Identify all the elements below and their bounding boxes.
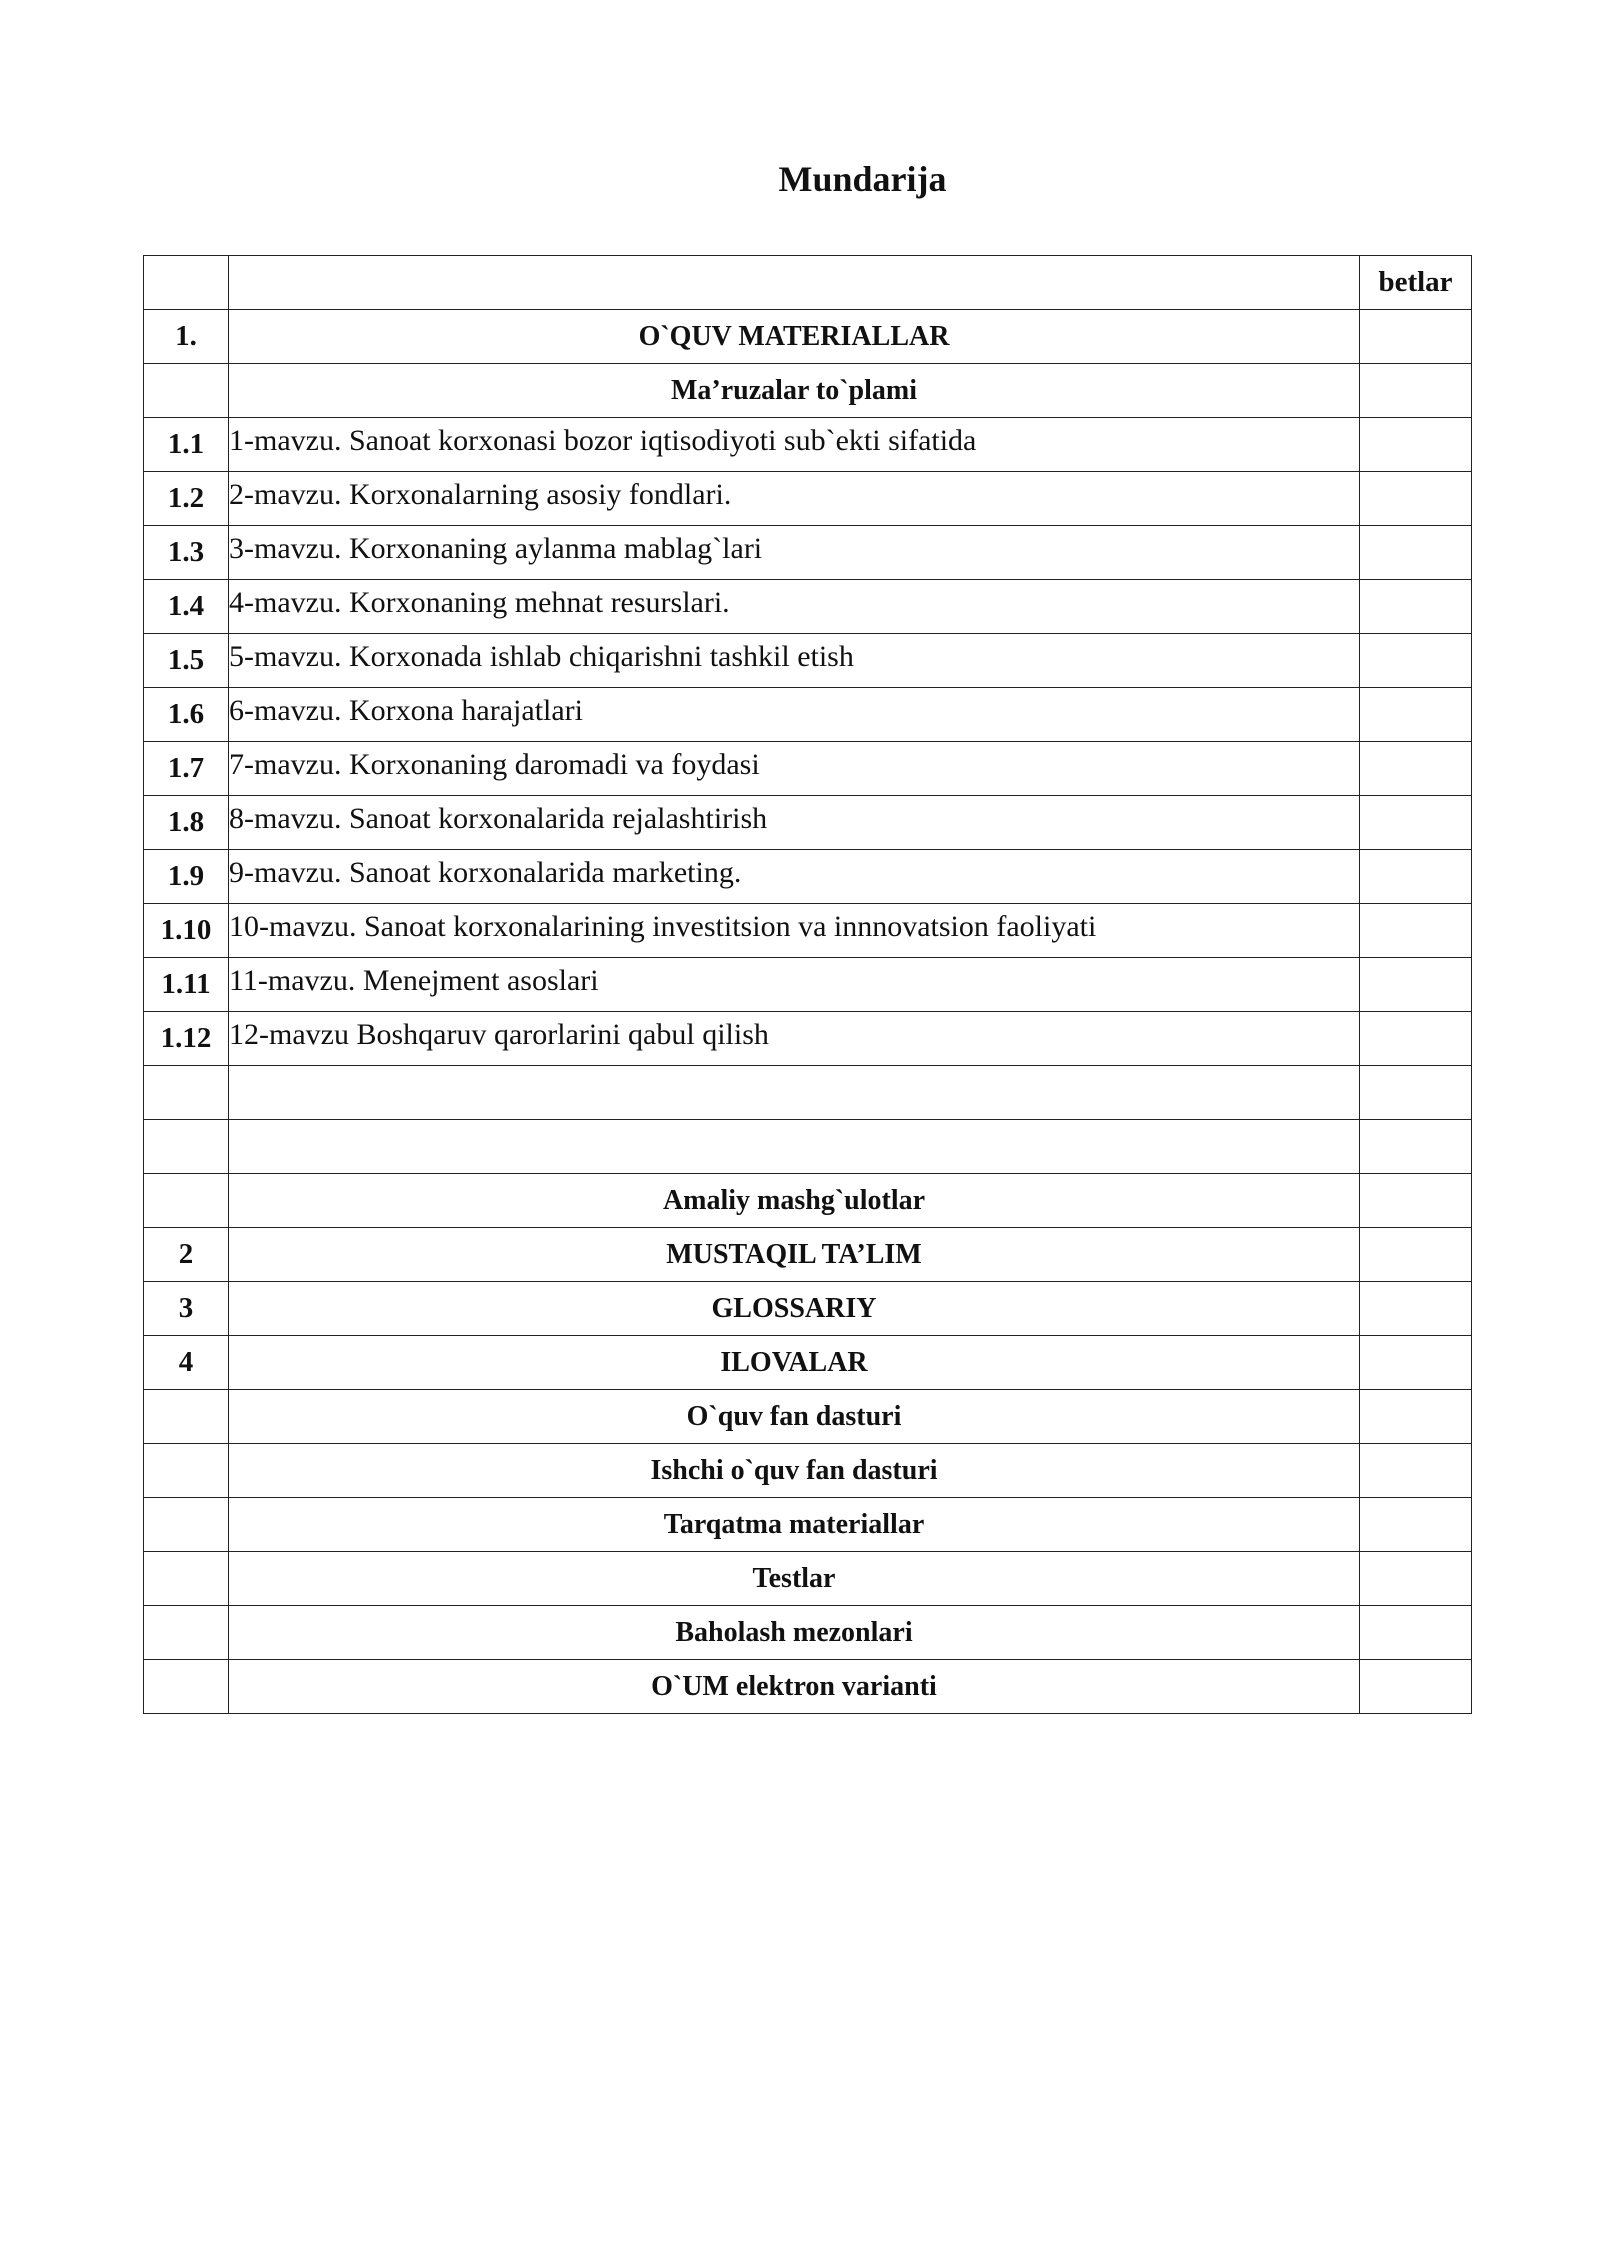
table-row bbox=[144, 850, 1472, 904]
table-row bbox=[144, 742, 1472, 796]
page-number-cell bbox=[1360, 1174, 1472, 1228]
table-row bbox=[144, 796, 1472, 850]
page-number-cell bbox=[1360, 418, 1472, 472]
table-row bbox=[144, 688, 1472, 742]
page-number-cell bbox=[1360, 1012, 1472, 1066]
row-number: 1.2 bbox=[144, 472, 229, 526]
page-number-cell bbox=[1360, 1606, 1472, 1660]
row-number bbox=[144, 1390, 229, 1444]
section-heading: O`QUV MATERIALLAR bbox=[229, 310, 1360, 364]
page-number-cell bbox=[1360, 1498, 1472, 1552]
table-row bbox=[144, 526, 1472, 580]
table-row bbox=[144, 1066, 1472, 1120]
topic-title: 6-mavzu. Korxona harajatlari bbox=[229, 688, 1360, 742]
row-number bbox=[144, 1120, 229, 1174]
row-number: 1.10 bbox=[144, 904, 229, 958]
topic-title: 1-mavzu. Sanoat korxonasi bozor iqtisodiyoti sub`ekti sifatida bbox=[229, 418, 1360, 472]
table-row bbox=[144, 1228, 1472, 1282]
section-heading: Testlar bbox=[229, 1552, 1360, 1606]
table-header-row bbox=[144, 256, 1472, 310]
section-heading: Ma’ruzalar to`plami bbox=[229, 364, 1360, 418]
row-number bbox=[144, 1552, 229, 1606]
table-row bbox=[144, 1012, 1472, 1066]
row-number: 1. bbox=[144, 310, 229, 364]
page-number-cell bbox=[1360, 796, 1472, 850]
table-row bbox=[144, 364, 1472, 418]
row-number: 1.1 bbox=[144, 418, 229, 472]
section-heading: O`UM elektron varianti bbox=[229, 1660, 1360, 1714]
section-heading: O`quv fan dasturi bbox=[229, 1390, 1360, 1444]
topic-title: 5-mavzu. Korxonada ishlab chiqarishni tashkil etish bbox=[229, 634, 1360, 688]
topic-title: 10-mavzu. Sanoat korxonalarining investitsion va innnovatsion faoliyati bbox=[229, 904, 1360, 958]
topic-title: 11-mavzu. Menejment asoslari bbox=[229, 958, 1360, 1012]
page-number-cell bbox=[1360, 634, 1472, 688]
row-number: 4 bbox=[144, 1336, 229, 1390]
page-number-cell bbox=[1360, 850, 1472, 904]
page-number-cell bbox=[1360, 1228, 1472, 1282]
topic-title: 3-mavzu. Korxonaning aylanma mablag`lari bbox=[229, 526, 1360, 580]
row-number bbox=[144, 364, 229, 418]
row-number: 1.8 bbox=[144, 796, 229, 850]
row-number: 1.11 bbox=[144, 958, 229, 1012]
table-row bbox=[144, 580, 1472, 634]
page-number-cell bbox=[1360, 472, 1472, 526]
table-row bbox=[144, 1606, 1472, 1660]
row-number: 1.5 bbox=[144, 634, 229, 688]
table-row bbox=[144, 1282, 1472, 1336]
page-number-cell bbox=[1360, 1660, 1472, 1714]
table-row bbox=[144, 1444, 1472, 1498]
row-number: 1.12 bbox=[144, 1012, 229, 1066]
header-title-cell bbox=[229, 256, 1360, 310]
table-row bbox=[144, 472, 1472, 526]
row-number bbox=[144, 1444, 229, 1498]
topic-title: 2-mavzu. Korxonalarning asosiy fondlari. bbox=[229, 472, 1360, 526]
topic-title: 8-mavzu. Sanoat korxonalarida rejalashtirish bbox=[229, 796, 1360, 850]
row-number bbox=[144, 1498, 229, 1552]
row-number: 1.9 bbox=[144, 850, 229, 904]
table-row bbox=[144, 1660, 1472, 1714]
page-number-cell bbox=[1360, 1390, 1472, 1444]
page-title: Mundarija bbox=[778, 159, 947, 199]
row-number: 1.4 bbox=[144, 580, 229, 634]
page-number-cell bbox=[1360, 904, 1472, 958]
row-number bbox=[144, 1066, 229, 1120]
section-heading: Ishchi o`quv fan dasturi bbox=[229, 1444, 1360, 1498]
page-number-cell bbox=[1360, 688, 1472, 742]
table-row bbox=[144, 958, 1472, 1012]
topic-title: 9-mavzu. Sanoat korxonalarida marketing. bbox=[229, 850, 1360, 904]
section-heading: GLOSSARIY bbox=[229, 1282, 1360, 1336]
section-heading: ILOVALAR bbox=[229, 1336, 1360, 1390]
section-heading: MUSTAQIL TA’LIM bbox=[229, 1228, 1360, 1282]
topic-title: 12-mavzu Boshqaruv qarorlarini qabul qilish bbox=[229, 1012, 1360, 1066]
page-number-cell bbox=[1360, 310, 1472, 364]
topic-title bbox=[229, 1120, 1360, 1174]
table-row bbox=[144, 418, 1472, 472]
contents-table-body bbox=[144, 256, 1472, 1714]
page-number-cell bbox=[1360, 1120, 1472, 1174]
row-number bbox=[144, 1660, 229, 1714]
table-row bbox=[144, 1336, 1472, 1390]
table-row bbox=[144, 310, 1472, 364]
contents-table bbox=[143, 255, 1472, 1714]
row-number: 3 bbox=[144, 1282, 229, 1336]
page-number-cell bbox=[1360, 1282, 1472, 1336]
section-heading: Baholash mezonlari bbox=[229, 1606, 1360, 1660]
page-number-cell bbox=[1360, 1444, 1472, 1498]
page-number-cell bbox=[1360, 1336, 1472, 1390]
section-heading: Tarqatma materiallar bbox=[229, 1498, 1360, 1552]
topic-title bbox=[229, 1066, 1360, 1120]
table-row bbox=[144, 1174, 1472, 1228]
table-row bbox=[144, 904, 1472, 958]
page-number-cell bbox=[1360, 526, 1472, 580]
table-row bbox=[144, 634, 1472, 688]
row-number: 1.7 bbox=[144, 742, 229, 796]
page-number-cell bbox=[1360, 580, 1472, 634]
header-number-cell bbox=[144, 256, 229, 310]
table-row bbox=[144, 1390, 1472, 1444]
row-number bbox=[144, 1174, 229, 1228]
page-number-cell bbox=[1360, 1552, 1472, 1606]
topic-title: 4-mavzu. Korxonaning mehnat resurslari. bbox=[229, 580, 1360, 634]
page-number-cell bbox=[1360, 742, 1472, 796]
table-row bbox=[144, 1120, 1472, 1174]
row-number: 1.3 bbox=[144, 526, 229, 580]
row-number bbox=[144, 1606, 229, 1660]
page-number-cell bbox=[1360, 958, 1472, 1012]
topic-title: 7-mavzu. Korxonaning daromadi va foydasi bbox=[229, 742, 1360, 796]
header-pages-cell: betlar bbox=[1360, 256, 1472, 310]
table-row bbox=[144, 1498, 1472, 1552]
row-number: 1.6 bbox=[144, 688, 229, 742]
table-row bbox=[144, 1552, 1472, 1606]
page-number-cell bbox=[1360, 364, 1472, 418]
row-number: 2 bbox=[144, 1228, 229, 1282]
page-number-cell bbox=[1360, 1066, 1472, 1120]
section-heading: Amaliy mashg`ulotlar bbox=[229, 1174, 1360, 1228]
